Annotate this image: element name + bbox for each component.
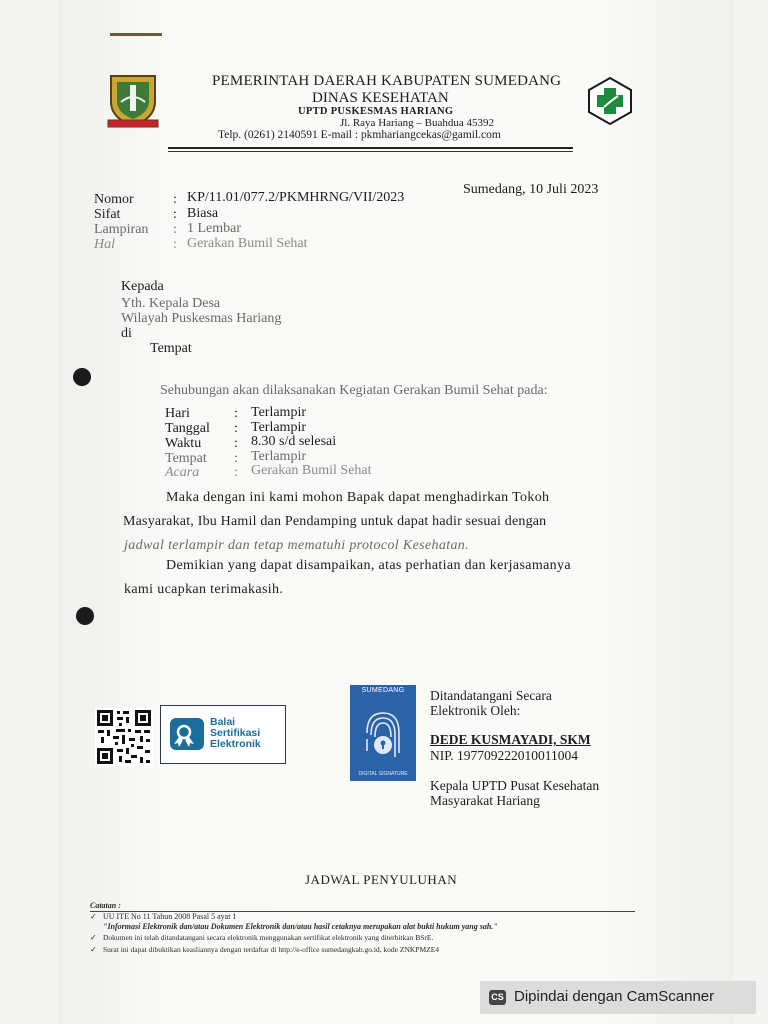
- schedule-label: Waktu: [165, 436, 202, 451]
- signer-title: Masyarakat Hariang: [430, 793, 540, 808]
- meta-colon: :: [173, 207, 177, 222]
- meta-colon: :: [173, 222, 177, 237]
- camscanner-text: Dipindai dengan CamScanner: [514, 988, 715, 1005]
- meta-value-number: KP/11.01/077.2/PKMHRNG/VII/2023: [187, 190, 405, 205]
- closing-paragraph-line: kami ucapkan terimakasih.: [124, 582, 284, 597]
- meta-label: Hal: [94, 237, 115, 252]
- recipient-place: Tempat: [150, 341, 192, 356]
- schedule-value: Terlampir: [251, 420, 306, 435]
- bsre-line: Elektronik: [210, 738, 261, 750]
- schedule-colon: :: [234, 421, 238, 436]
- qr-code: [95, 708, 153, 766]
- regency-logo: [106, 72, 160, 130]
- camscanner-watermark: [480, 981, 756, 1014]
- header-unit: UPTD PUSKESMAS HARIANG: [298, 106, 454, 117]
- signature-caption: Elektronik Oleh:: [430, 703, 521, 718]
- punch-hole: [73, 368, 91, 386]
- body-paragraph-line: Masyarakat, Ibu Hamil dan Pendamping untuk dapat hadir sesuai dengan: [123, 514, 547, 529]
- meta-value-subject: Gerakan Bumil Sehat: [187, 236, 308, 251]
- signature-caption: Ditandatangani Secara: [430, 688, 552, 703]
- check-icon: ✓: [90, 933, 97, 942]
- schedule-label: Hari: [165, 406, 190, 421]
- schedule-value: 8.30 s/d selesai: [251, 434, 337, 449]
- body-paragraph-line: jadwal terlampir dan tetap mematuhi protocol Kesehatan.: [124, 538, 469, 553]
- digital-signature-badge: [350, 685, 416, 781]
- meta-label: Nomor: [94, 192, 134, 207]
- place-date: Sumedang, 10 Juli 2023: [463, 182, 599, 197]
- schedule-value: Terlampir: [251, 449, 306, 464]
- signer-title: Kepala UPTD Pusat Kesehatan: [430, 778, 600, 793]
- header-address: Jl. Raya Hariang – Buahdua 45392: [340, 117, 494, 129]
- header-government: PEMERINTAH DAERAH KABUPATEN SUMEDANG: [212, 73, 562, 89]
- health-cross-logo: [585, 76, 635, 126]
- schedule-colon: :: [234, 465, 238, 480]
- schedule-label: Acara: [165, 465, 200, 480]
- recipient-kepada: Kepada: [121, 279, 164, 294]
- body-paragraph-line: Maka dengan ini kami mohon Bapak dapat menghadirkan Tokoh: [166, 490, 550, 505]
- header-divider: [168, 147, 573, 149]
- notes-line: UU ITE No 11 Tahun 2008 Pasal 5 ayat 1: [103, 912, 237, 921]
- fingerprint-lock-icon: [359, 703, 407, 767]
- paper-sheet: [58, 0, 733, 1024]
- bsre-line: Sertifikasi: [210, 727, 261, 739]
- recipient-line2: Wilayah Puskesmas Hariang: [121, 311, 282, 326]
- check-icon: ✓: [90, 945, 97, 954]
- badge-bottom-label: DIGITAL SIGNATURE: [358, 771, 408, 777]
- meta-label: Lampiran: [94, 222, 149, 237]
- meta-value-nature: Biasa: [187, 206, 219, 221]
- schedule-value: Gerakan Bumil Sehat: [251, 463, 372, 478]
- closing-paragraph-line: Demikian yang dapat disampaikan, atas perhatian dan kerjasamanya: [166, 558, 571, 573]
- schedule-label: Tempat: [165, 451, 207, 466]
- notes-line: "Informasi Elektronik dan/atau Dokumen Elektronik dan/atau hasil cetaknya merupakan alat bukti hukum yang sah.": [103, 922, 498, 931]
- meta-colon: :: [173, 192, 177, 207]
- schedule-colon: :: [234, 436, 238, 451]
- meta-colon: :: [173, 237, 177, 252]
- intro-text: Sehubungan akan dilaksanakan Kegiatan Gerakan Bumil Sehat pada:: [160, 383, 548, 398]
- schedule-colon: :: [234, 406, 238, 421]
- badge-top-label: SUMEDANG: [361, 687, 405, 694]
- header-agency: DINAS KESEHATAN: [312, 90, 449, 106]
- scan-mark: [110, 33, 162, 36]
- notes-line: Dokumen ini telah ditandatangani secara elektronik menggunakan sertifikat elektronik yang diterbitkan BSrE.: [103, 933, 434, 942]
- camscanner-icon: CS: [489, 990, 506, 1005]
- bsre-logo: [160, 705, 286, 764]
- check-icon: ✓: [90, 912, 97, 921]
- attachment-title: JADWAL PENYULUHAN: [305, 872, 458, 887]
- signer-name: DEDE KUSMAYADI, SKM: [430, 732, 591, 747]
- certificate-icon: [169, 717, 205, 751]
- meta-value-attachment: 1 Lembar: [187, 221, 242, 236]
- recipient-line1: Yth. Kepala Desa: [121, 296, 221, 311]
- meta-label: Sifat: [94, 207, 121, 222]
- header-divider-thin: [168, 151, 573, 152]
- signer-nip: NIP. 197709222010011004: [430, 748, 579, 763]
- header-contact: Telp. (0261) 2140591 E-mail : pkmhariangcekas@gamil.com: [218, 129, 501, 141]
- punch-hole: [76, 607, 94, 625]
- recipient-di: di: [121, 326, 132, 341]
- notes-line: Surat ini dapat dibuktikan keasliannya dengan terdaftar di http://e-office sumedangkab.go.id, kode ZNKPMZE4: [103, 945, 440, 954]
- notes-heading: Catatan :: [90, 901, 121, 910]
- bsre-line: Balai: [210, 716, 236, 728]
- schedule-value: Terlampir: [251, 405, 306, 420]
- schedule-colon: :: [234, 451, 238, 466]
- schedule-label: Tanggal: [165, 421, 210, 436]
